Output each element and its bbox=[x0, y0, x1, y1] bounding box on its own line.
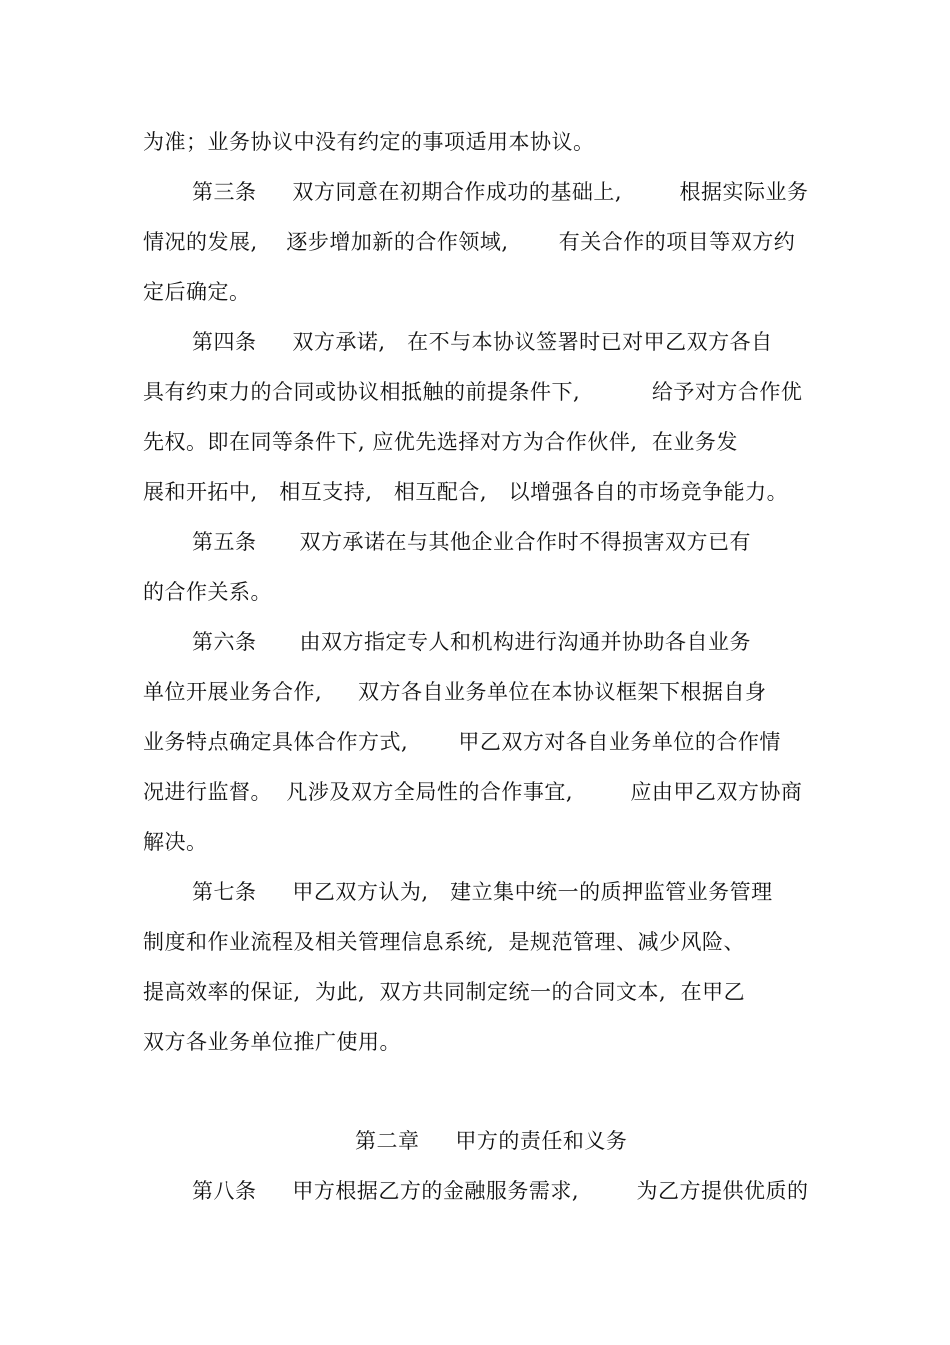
text-line: 双方各业务单位推广使用。 bbox=[143, 1030, 401, 1054]
article-3-line: 第三条 双方同意在初期合作成功的基础上, 根据实际业务 bbox=[192, 180, 809, 204]
text-line: 定后确定。 bbox=[143, 280, 251, 304]
text-line: 况进行监督。 凡涉及双方全局性的合作事宜, 应由甲乙双方协商 bbox=[143, 780, 803, 804]
text-line: 情况的发展, 逐步增加新的合作领域, 有关合作的项目等双方约 bbox=[143, 230, 796, 254]
article-8-line: 第八条 甲方根据乙方的金融服务需求, 为乙方提供优质的 bbox=[192, 1179, 809, 1203]
text-line: 为准；业务协议中没有约定的事项适用本协议。 bbox=[143, 130, 595, 154]
text-line: 具有约束力的合同或协议相抵触的前提条件下, 给予对方合作优 bbox=[143, 380, 803, 404]
text-line: 业务特点确定具体合作方式, 甲乙双方对各自业务单位的合作情 bbox=[143, 730, 781, 754]
article-6-line: 第六条 由双方指定专人和机构进行沟通并协助各自业务 bbox=[192, 630, 752, 654]
text-line: 提高效率的保证, 为此, 双方共同制定统一的合同文本, 在甲乙 bbox=[143, 980, 746, 1004]
text-line: 的合作关系。 bbox=[143, 580, 272, 604]
chapter-heading: 第二章 甲方的责任和义务 bbox=[355, 1129, 628, 1153]
text-line: 解决。 bbox=[143, 830, 208, 854]
text-line: 制度和作业流程及相关管理信息系统, 是规范管理、减少风险、 bbox=[143, 930, 746, 954]
article-5-line: 第五条 双方承诺在与其他企业合作时不得损害双方已有 bbox=[192, 530, 752, 554]
article-4-line: 第四条 双方承诺, 在不与本协议签署时已对甲乙双方各自 bbox=[192, 330, 773, 354]
text-line: 先权。即在同等条件下, 应优先选择对方为合作伙伴, 在业务发 bbox=[143, 430, 738, 454]
text-line: 单位开展业务合作, 双方各自业务单位在本协议框架下根据自身 bbox=[143, 680, 767, 704]
article-7-line: 第七条 甲乙双方认为, 建立集中统一的质押监管业务管理 bbox=[192, 880, 773, 904]
text-line: 展和开拓中, 相互支持, 相互配合, 以增强各自的市场竞争能力。 bbox=[143, 480, 789, 504]
